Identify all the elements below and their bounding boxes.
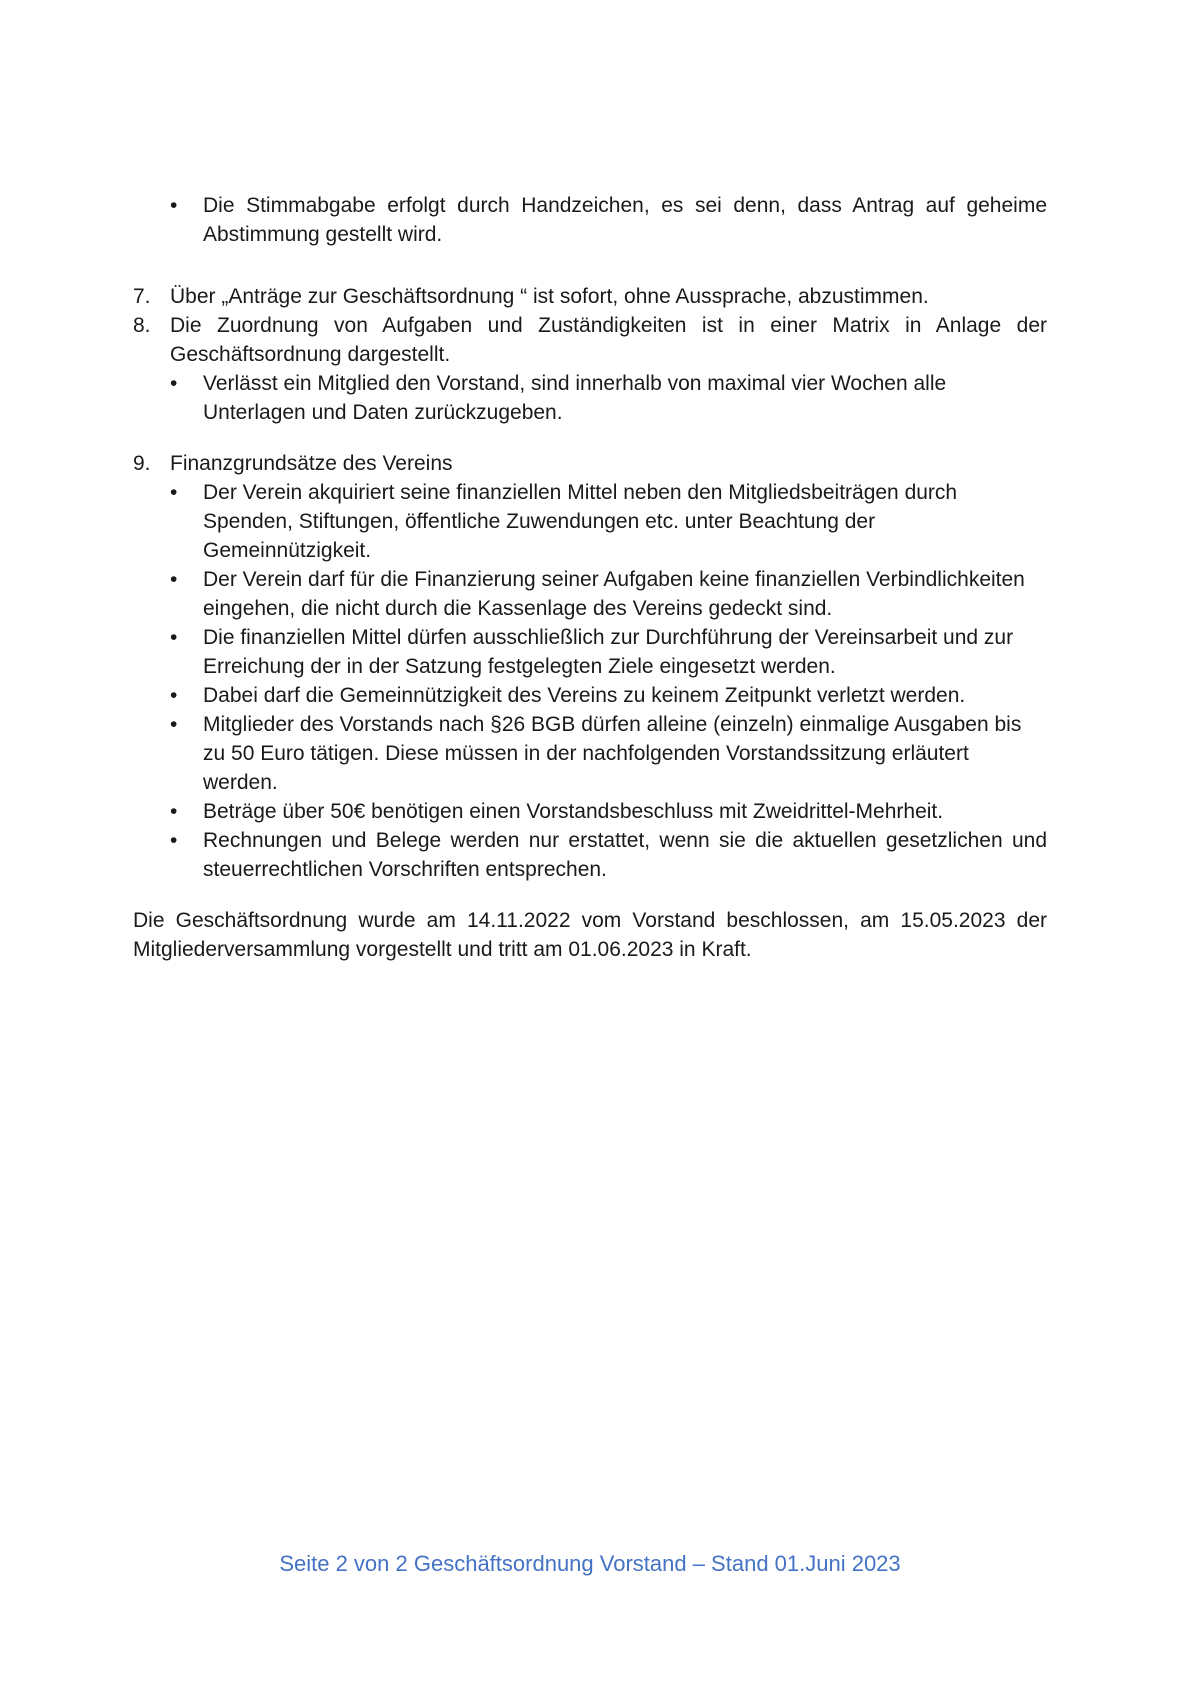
bullet-icon: • (170, 713, 178, 736)
list-item-text: Der Verein darf für die Finanzierung seiner Aufgaben keine finanziellen Verbindlichkeiten eingehen, die nicht durch die Kassenlage des Vereins gedeckt sind. (203, 568, 1025, 620)
bullet-icon: • (170, 684, 178, 707)
list-number: 7. (133, 285, 151, 308)
bullet-icon: • (170, 626, 178, 649)
list-item-text: Die Stimmabgabe erfolgt durch Handzeichen, es sei denn, dass Antrag auf geheime Abstimmung gestellt wird. (203, 194, 1047, 246)
list-item-text: Die finanziellen Mittel dürfen ausschließlich zur Durchführung der Vereinsarbeit und zur Erreichung der in der Satzung festgelegten Ziele eingesetzt werden. (203, 626, 1014, 678)
list-item (133, 826, 1047, 884)
list-item (133, 478, 1047, 565)
list-item (133, 565, 1047, 623)
bullet-icon: • (170, 481, 178, 504)
numbered-item-7 (133, 282, 1047, 311)
bullet-icon: • (170, 800, 178, 823)
list-item-text: Verlässt ein Mitglied den Vorstand, sind innerhalb von maximal vier Wochen alle Unterlagen und Daten zurückzugeben. (203, 372, 947, 424)
bullet-icon: • (170, 372, 178, 395)
list-item (133, 623, 1047, 681)
page-footer: Seite 2 von 2 Geschäftsordnung Vorstand – Stand 01.Juni 2023 (279, 1551, 901, 1576)
list-item-text: Finanzgrundsätze des Vereins (170, 452, 453, 475)
list-item-text: Über „Anträge zur Geschäftsordnung “ ist sofort, ohne Aussprache, abzustimmen. (170, 285, 929, 308)
list-number: 9. (133, 452, 151, 475)
list-item-text: Dabei darf die Gemeinnützigkeit des Vereins zu keinem Zeitpunkt verletzt werden. (203, 684, 966, 707)
numbered-item-8 (133, 311, 1047, 369)
bullet-icon: • (170, 829, 178, 852)
numbered-item-9 (133, 449, 1047, 478)
list-item-text: Die Zuordnung von Aufgaben und Zuständigkeiten ist in einer Matrix in Anlage der Geschäftsordnung dargestellt. (170, 314, 1047, 366)
list-item-text: Beträge über 50€ benötigen einen Vorstandsbeschluss mit Zweidrittel-Mehrheit. (203, 800, 944, 823)
list-number: 8. (133, 314, 151, 337)
document-content (133, 191, 1047, 964)
list-item-text: Mitglieder des Vorstands nach §26 BGB dürfen alleine (einzeln) einmalige Ausgaben bis zu 50 Euro tätigen. Diese müssen in der nachfolgenden Vorstandssitzung erläutert werden. (203, 713, 1022, 794)
list-item-text: Der Verein akquiriert seine finanziellen Mittel neben den Mitgliedsbeiträgen durch Spenden, Stiftungen, öffentliche Zuwendungen etc. unter Beachtung der Gemeinnützigkeit. (203, 481, 958, 562)
list-item (133, 797, 1047, 826)
bullet-icon: • (170, 194, 178, 217)
list-item (133, 191, 1047, 249)
closing-paragraph: Die Geschäftsordnung wurde am 14.11.2022 vom Vorstand beschlossen, am 15.05.2023 der Mitgliederversammlung vorgestellt und tritt am 01.06.2023 in Kraft. (133, 909, 1047, 961)
bullet-icon: • (170, 568, 178, 591)
list-item-text: Rechnungen und Belege werden nur erstattet, wenn sie die aktuellen gesetzlichen und steuerrechtlichen Vorschriften entsprechen. (203, 829, 1047, 881)
list-item (133, 369, 1047, 427)
list-item (133, 710, 1047, 797)
list-item (133, 681, 1047, 710)
